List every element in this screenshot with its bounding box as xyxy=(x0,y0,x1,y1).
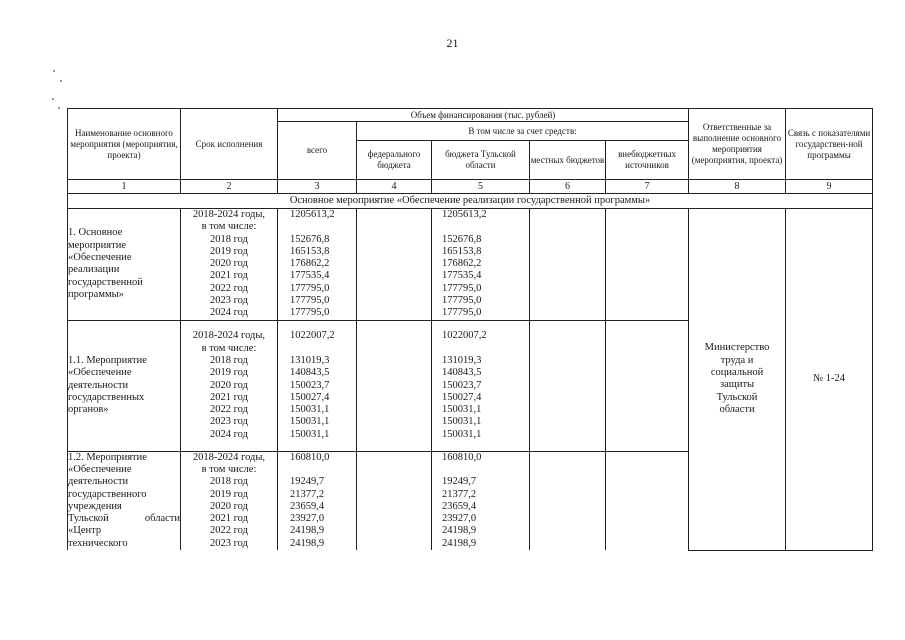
term-value: 2019 год xyxy=(210,488,248,500)
term-value: 2022 год xyxy=(210,404,248,416)
responsible-cell xyxy=(689,209,786,551)
regional-value: 176862,2 xyxy=(442,258,482,270)
activity-name-line: органов» xyxy=(68,404,109,416)
header-responsible: Ответственные за выполнение основного мероприятия (мероприятия, проекта) xyxy=(689,109,786,180)
header-local: местных бюджетов xyxy=(530,141,606,180)
total-value: 176862,2 xyxy=(290,258,330,270)
total-value: 150027,4 xyxy=(290,391,330,403)
term-value: 2023 год xyxy=(210,295,248,307)
term-value: 2022 год xyxy=(210,282,248,294)
term-value: 2020 год xyxy=(210,379,248,391)
activity-name-line: мероприятие xyxy=(68,239,126,251)
regional-value: 150031,1 xyxy=(442,416,482,428)
term-value: в том числе: xyxy=(201,221,257,233)
activity-name-line: «Центр xyxy=(68,525,102,537)
column-number: 2 xyxy=(181,180,278,194)
header-extrabudget: внебюджетных источников xyxy=(606,141,689,180)
link-cell xyxy=(786,209,873,551)
regional-value: 177795,0 xyxy=(442,307,482,319)
total-value xyxy=(278,464,356,476)
total-value: 177795,0 xyxy=(290,282,330,294)
activity-name-line: программы» xyxy=(68,288,124,300)
term-value: 2019 год xyxy=(210,245,248,257)
regional-value: 177795,0 xyxy=(442,295,482,307)
activity-name-line xyxy=(68,513,180,525)
activity-name-cell xyxy=(68,209,181,321)
activity-name-line: государственного xyxy=(68,488,147,500)
federal-cell xyxy=(357,451,432,550)
term-value: 2018 год xyxy=(210,476,248,488)
term-value: 2024 год xyxy=(210,307,248,319)
total-value: 24198,9 xyxy=(290,537,325,549)
activity-name-line: технического xyxy=(68,537,128,549)
local-cell xyxy=(530,320,606,451)
responsible-line: защиты xyxy=(719,379,755,391)
regional-value: 1205613,2 xyxy=(442,209,487,220)
term-value: 2023 год xyxy=(210,416,248,428)
total-value: 177795,0 xyxy=(290,307,330,319)
section-row xyxy=(68,194,873,209)
column-number: 4 xyxy=(357,180,432,194)
term-value: 2021 год xyxy=(210,391,248,403)
regional-value xyxy=(432,221,529,233)
column-number: 5 xyxy=(432,180,530,194)
column-number-row xyxy=(68,180,873,194)
activity-name-line: 1. Основное xyxy=(68,227,123,239)
header-funding-group: Объем финансирования (тыс. рублей) xyxy=(278,109,689,122)
term-value: 2021 год xyxy=(210,270,248,282)
term-cell xyxy=(181,209,278,321)
term-cell xyxy=(181,451,278,550)
term-value: 2020 год xyxy=(210,500,248,512)
regional-value: 23927,0 xyxy=(442,513,477,525)
activity-name-line: государственных xyxy=(68,391,145,403)
activity-name-line: 1.1. Мероприятие xyxy=(68,354,147,366)
activity-name-line: учреждения xyxy=(68,500,122,512)
total-value: 150031,1 xyxy=(290,404,330,416)
total-value: 21377,2 xyxy=(290,488,325,500)
page-number: 21 xyxy=(446,36,459,50)
total-value: 177535,4 xyxy=(290,270,330,282)
total-value xyxy=(278,221,356,233)
total-value: 152676,8 xyxy=(290,233,330,245)
column-number: 9 xyxy=(786,180,873,194)
header-total: всего xyxy=(278,122,357,180)
regional-value: 24198,9 xyxy=(442,537,477,549)
total-value: 165153,8 xyxy=(290,245,330,257)
federal-cell xyxy=(357,320,432,451)
total-value: 140843,5 xyxy=(290,367,330,379)
regional-value: 150031,1 xyxy=(442,404,482,416)
total-value: 150023,7 xyxy=(290,379,330,391)
header-row-1 xyxy=(68,109,873,122)
term-value: 2018-2024 годы, xyxy=(192,451,266,463)
term-value: 2018-2024 годы, xyxy=(192,209,266,220)
column-number: 7 xyxy=(606,180,689,194)
column-number: 3 xyxy=(278,180,357,194)
total-value: 160810,0 xyxy=(290,451,330,463)
regional-cell xyxy=(432,209,530,321)
responsible-line: Министерство xyxy=(704,342,770,354)
term-value: 2021 год xyxy=(210,513,248,525)
term-value: 2020 год xyxy=(210,258,248,270)
activity-name-line: 1.2. Мероприятие xyxy=(68,451,147,463)
term-value: 2018-2024 годы, xyxy=(192,330,266,342)
total-value: 1022007,2 xyxy=(290,330,335,342)
term-value: в том числе: xyxy=(201,463,257,475)
column-number: 6 xyxy=(530,180,606,194)
local-cell xyxy=(530,209,606,321)
regional-value: 131019,3 xyxy=(442,354,482,366)
activity-name-line: «Обеспечение xyxy=(68,252,132,264)
activity-name-word: области xyxy=(144,513,180,525)
term-value: 2019 год xyxy=(210,367,248,379)
header-sources-group: В том числе за счет средств: xyxy=(357,122,689,141)
header-federal: федерального бюджета xyxy=(357,141,432,180)
regional-value: 24198,9 xyxy=(442,525,477,537)
activity-name-line: деятельности xyxy=(68,476,129,488)
header-regional: бюджета Тульской области xyxy=(432,141,530,180)
term-value: 2022 год xyxy=(210,525,248,537)
total-value: 150031,1 xyxy=(290,428,330,440)
term-value: в том числе: xyxy=(201,342,257,354)
total-value xyxy=(278,343,356,355)
regional-value: 177795,0 xyxy=(442,282,482,294)
term-value: 2018 год xyxy=(210,354,248,366)
header-term: Срок исполнения xyxy=(181,109,278,180)
table-row xyxy=(68,209,873,321)
scan-speck xyxy=(60,80,62,82)
regional-value xyxy=(432,343,529,355)
regional-value: 150027,4 xyxy=(442,391,482,403)
activity-name-cell xyxy=(68,320,181,451)
regional-value: 23659,4 xyxy=(442,500,477,512)
extrabudget-cell xyxy=(606,451,689,550)
responsible-line: труда и xyxy=(720,354,754,366)
regional-value: 152676,8 xyxy=(442,233,482,245)
regional-value: 150023,7 xyxy=(442,379,482,391)
term-value: 2024 год xyxy=(210,428,248,440)
regional-value: 165153,8 xyxy=(442,245,482,257)
total-value: 131019,3 xyxy=(290,354,330,366)
total-cell xyxy=(278,320,357,451)
total-value: 24198,9 xyxy=(290,525,325,537)
federal-cell xyxy=(357,209,432,321)
regional-value: 21377,2 xyxy=(442,488,477,500)
regional-value: 150031,1 xyxy=(442,428,482,440)
responsible-line: области xyxy=(719,403,755,415)
activity-name-line: «Обеспечение xyxy=(68,463,132,475)
total-value: 150031,1 xyxy=(290,416,330,428)
total-value: 1205613,2 xyxy=(290,209,335,220)
regional-value: 140843,5 xyxy=(442,367,482,379)
activity-name-line: «Обеспечение xyxy=(68,367,132,379)
total-value: 177795,0 xyxy=(290,295,330,307)
local-cell xyxy=(530,451,606,550)
total-value: 23927,0 xyxy=(290,513,325,525)
regional-cell xyxy=(432,320,530,451)
activity-name-line: государственной xyxy=(68,276,143,288)
activity-name-line: реализации xyxy=(68,264,120,276)
regional-value xyxy=(432,464,529,476)
total-cell xyxy=(278,451,357,550)
header-link: Связь с показателями государствен-ной программы xyxy=(786,109,873,180)
responsible-line: социальной xyxy=(710,366,764,378)
term-value: 2018 год xyxy=(210,233,248,245)
column-number: 8 xyxy=(689,180,786,194)
responsible-line: Тульской xyxy=(716,391,758,403)
term-value: 2023 год xyxy=(210,537,248,549)
regional-value: 1022007,2 xyxy=(442,330,487,342)
scan-speck xyxy=(52,98,54,100)
extrabudget-cell xyxy=(606,209,689,321)
regional-value: 177535,4 xyxy=(442,270,482,282)
total-value: 19249,7 xyxy=(290,476,325,488)
activity-name-cell xyxy=(68,451,181,550)
regional-value: 160810,0 xyxy=(442,451,482,463)
activity-name-word: Тульской xyxy=(68,513,109,525)
regional-cell xyxy=(432,451,530,550)
regional-value: 19249,7 xyxy=(442,476,477,488)
scan-speck xyxy=(58,107,60,109)
header-name: Наименование основного мероприятия (мероприятия, проекта) xyxy=(68,109,181,180)
financing-table xyxy=(67,108,873,551)
scan-speck xyxy=(53,70,55,72)
term-cell xyxy=(181,320,278,451)
column-number: 1 xyxy=(68,180,181,194)
activity-name-line: деятельности xyxy=(68,379,129,391)
link-value: № 1-24 xyxy=(813,373,845,385)
total-cell xyxy=(278,209,357,321)
section-title: Основное мероприятие «Обеспечение реализации государственной программы» xyxy=(68,194,873,209)
extrabudget-cell xyxy=(606,320,689,451)
total-value: 23659,4 xyxy=(290,500,325,512)
